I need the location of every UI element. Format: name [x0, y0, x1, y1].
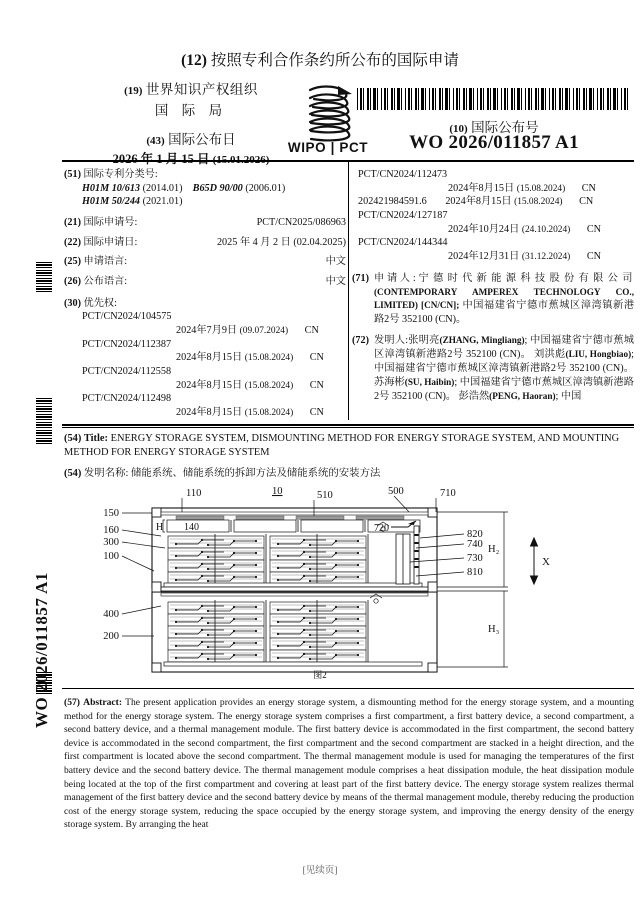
field-publang-label: 公布语言: [83, 276, 128, 288]
spine-barcode-top [36, 262, 52, 292]
priority-date-cn: 2024年7月9日 [176, 325, 238, 337]
fig-label-500: 500 [388, 486, 404, 497]
ipc-code-2: B65D 90/00 [192, 182, 243, 194]
priority-date-row [176, 406, 346, 420]
header-bureau: 国 际 局 [154, 102, 228, 118]
priority-date-cn: 2024年8月15日 [445, 196, 512, 208]
field-appnum-label: 国际申请号: [83, 217, 138, 229]
priority-country: CN [309, 407, 324, 419]
ipc-version-3: (2021.01) [142, 196, 183, 208]
priority-row-inline [358, 195, 634, 209]
fig-label-820: 820 [467, 529, 483, 540]
field-applicant-tag: (71) [352, 272, 369, 284]
field-filelang-label: 申请语言: [83, 256, 128, 268]
title-english [64, 432, 634, 460]
priority-country: CN [581, 182, 596, 194]
fig-label-H2: H₂ [488, 544, 500, 555]
applicant-name-cn: 宁德时代新能源科技股份有限公司 [415, 272, 634, 284]
inventor-name-en: (SU, Haibin) [404, 376, 455, 387]
fig-label-730: 730 [467, 553, 483, 564]
priority-date-cn: 2024年10月24日 [448, 223, 520, 235]
priority-country: CN [586, 251, 601, 263]
header-pub-date-label: 国际公布日 [168, 131, 236, 147]
priority-date-cn: 2024年8月15日 [176, 379, 243, 391]
field-appdate-tag: (22) [64, 236, 81, 248]
fig-label-150: 150 [103, 508, 119, 519]
header-label-10: 国际公布号 [471, 120, 539, 135]
inventor-name-cn: 苏海彬 [374, 376, 405, 388]
applicant-name-en: (CONTEMPORARY AMPEREX TECHNOLOGY CO., LIMITED) [374, 286, 634, 311]
priority-country: CN [586, 223, 601, 235]
field-ipc-label: 国际专利分类号: [83, 169, 158, 180]
rule-column-divider [348, 160, 349, 420]
fig-label-H3: H₃ [488, 624, 500, 635]
field-publang-tag: (26) [64, 276, 81, 288]
abstract-block [64, 696, 634, 832]
header-org-name: 世界知识产权组织 [145, 82, 258, 97]
applicant-address: 中国福建省宁德市蕉城区漳湾镇新港路2号 352100 (CN)。 [374, 300, 635, 326]
header-title-12: 按照专利合作条约所公布的国际申请 [210, 52, 459, 69]
field-appdate-value: 2025 年 4 月 2 日 (02.04.2025) [216, 236, 346, 248]
priority-number: PCT/CN2024/144344 [358, 237, 448, 249]
ipc-code-3: H01M 50/244 [82, 196, 141, 208]
fig-label-710: 710 [440, 488, 456, 499]
priority-date-cn: 2024年8月15日 [448, 182, 515, 194]
title-text-cn: 储能系统、储能系统的拆卸方法及储能系统的安装方法 [130, 468, 381, 480]
ipc-code-1: H01M 10/613 [82, 182, 141, 194]
spine-publication-number: WO 2026/011857 A1 [32, 572, 51, 728]
spine-barcode-middle [36, 398, 52, 444]
field-inventors [352, 334, 634, 403]
inventor-name-cn: 彭浩然 [458, 390, 490, 402]
fig-label-X: X [542, 556, 550, 568]
ipc-version-1: (2014.01) [142, 182, 183, 194]
fig-label-H: H [156, 522, 164, 533]
rule-above-title [62, 424, 634, 426]
priority-date-cn: 2024年12月31日 [448, 251, 520, 263]
fig-label-510: 510 [317, 490, 333, 501]
abstract-text: The present application provides an energy storage system, a dismounting method for the energy storage system, and a mounting method for the energy storage system. The energy storage system comprises a first compartment, a first battery device, a second compartment, a second battery device, and a thermal management module. The first battery device is accommodated in the first compartment, the second battery device is accommodated in the second compartment, the first compartment and the second compartment are stacked in a height direction, and the first compartment is located above the second compartment. The thermal management module is used for managing the temperatures of the first battery device and the second battery device. The thermal management module comprises a heat dissipation module, the heat dissipation module being located at the top of the first compartment and covering at least part of the first battery device. The energy storage system realizes thermal management of the first battery device and the second battery device by means of the thermal management module, thereby reducing the production cost of the energy storage system, reducing the space occupied by the energy storage system, and improving the energy density of the energy storage system. By arranging the heat [64, 697, 634, 831]
continuation-note: [见续页] [302, 866, 338, 876]
inventor-name-en: (LIU, Hongbiao) [565, 349, 632, 360]
field-inventors-tag: (72) [352, 335, 369, 347]
title-label-en: Title: [83, 433, 108, 444]
priority-date-cn: 2024年8月15日 [176, 352, 243, 364]
priority-date-row [448, 250, 634, 264]
field-priority-label: 优先权: [83, 297, 117, 309]
priority-date-cn: 2024年8月15日 [176, 407, 243, 419]
field-applicant-label: 申请人: [374, 272, 416, 284]
priority-number: PCT/CN2024/112558 [82, 366, 172, 378]
inventor-address: ; 中国福建省宁德市蕉城区漳湾镇新港路2号 352100 (CN)。 [374, 335, 635, 361]
priority-number: PCT/CN2024/104575 [82, 311, 172, 323]
field-application-date [64, 236, 346, 250]
biblio-column-left [64, 168, 346, 424]
title-tag-cn: (54) [64, 468, 82, 480]
fig-label-200: 200 [103, 631, 119, 642]
field-priority-tag: (30) [64, 297, 81, 309]
title-text-en: ENERGY STORAGE SYSTEM, DISMOUNTING METHOD FOR ENERGY STORAGE SYSTEM, AND MOUNTING METHOD FOR ENERGY STORAGE SYSTEM [64, 433, 620, 459]
biblio-column-right [352, 168, 634, 411]
inventor-name-cn: 刘洪彪 [534, 349, 566, 361]
priority-date-row [448, 182, 634, 196]
priority-number: PCT/CN2024/112473 [358, 169, 448, 180]
fig-label-100: 100 [103, 551, 119, 562]
priority-date-iso: (15.08.2024) [514, 197, 563, 208]
header-code-10: (10) [449, 123, 468, 135]
title-label-cn: 发明名称: [83, 468, 129, 480]
wipo-wordmark: WIPO | PCT [287, 140, 369, 155]
priority-country: CN [309, 352, 324, 364]
ipc-version-2: (2006.01) [245, 182, 286, 194]
priority-date-row [176, 324, 346, 338]
title-tag-en: (54) [64, 433, 82, 444]
ipc-line-1 [82, 182, 346, 196]
field-filing-language [64, 255, 346, 269]
figure-caption: 图2 [313, 670, 327, 680]
abstract-tag: (57) [64, 697, 80, 708]
field-priority [64, 297, 346, 420]
field-publang-value: 中文 [325, 276, 346, 288]
fig-label-400: 400 [103, 609, 119, 620]
inventor-address: ; 中国福建省宁德市蕉城区漳湾镇新港路2号 352100 (CN)。 [374, 349, 634, 374]
inventor-name-cn: 张明亮 [408, 335, 440, 347]
priority-date-iso: (15.08.2024) [516, 183, 566, 194]
fig-label-160: 160 [103, 525, 119, 536]
priority-date-row [448, 223, 634, 237]
field-appnum-value: PCT/CN2025/086963 [256, 217, 346, 229]
header-code-43: (43) [146, 134, 165, 147]
priority-date-iso: (15.08.2024) [244, 408, 294, 419]
publication-barcode [357, 88, 631, 110]
priority-number: 202421984591.6 [358, 196, 427, 208]
fig-label-810: 810 [467, 567, 483, 578]
header-kind-of-document [0, 48, 640, 70]
field-filelang-value: 中文 [325, 256, 346, 268]
fig-label-10: 10 [272, 486, 283, 497]
priority-date-iso: (24.10.2024) [521, 224, 571, 235]
priority-date-iso: (09.07.2024) [239, 326, 289, 337]
inventor-address: ; 中国 [555, 390, 582, 402]
priority-country: CN [304, 325, 319, 337]
priority-date-row [176, 351, 346, 365]
abstract-label: Abstract: [83, 697, 123, 708]
title-block [64, 432, 634, 481]
rule-above-abstract [62, 688, 634, 689]
applicant-nationality: [CN/CN]; [421, 300, 460, 311]
fig-label-720: 720 [374, 523, 389, 534]
priority-date-iso: (15.08.2024) [244, 380, 294, 391]
priority-number: PCT/CN2024/112498 [82, 393, 172, 405]
priority-number: PCT/CN2024/112387 [82, 338, 172, 350]
ipc-line-2 [82, 195, 346, 209]
field-priority-continued [352, 168, 634, 264]
field-filelang-tag: (25) [64, 256, 81, 268]
patent-figure [64, 486, 634, 686]
priority-date-row [176, 379, 346, 393]
title-chinese [64, 467, 634, 481]
priority-date-iso: (15.08.2024) [244, 353, 294, 364]
priority-country: CN [579, 196, 594, 208]
field-appnum-tag: (21) [64, 217, 81, 229]
rule-above-title-hairline [62, 427, 634, 428]
inventor-name-en: (PENG, Haoran) [489, 390, 556, 401]
field-application-number [64, 216, 346, 230]
priority-number: PCT/CN2024/127187 [358, 210, 448, 222]
left-spine [0, 0, 62, 905]
field-ipc [64, 168, 346, 209]
fig-label-140: 140 [184, 522, 199, 533]
header-code-12: (12) [181, 52, 207, 69]
field-publication-language [64, 275, 346, 289]
inventor-address: ; 中国福建省宁德市蕉城区漳湾镇新港路2号 352100 (CN)。 [374, 376, 634, 402]
header-issuing-authority [96, 80, 286, 169]
publication-number: WO 2026/011857 A1 [409, 132, 579, 153]
inventor-name-en: (ZHANG, Mingliang) [439, 335, 525, 346]
header-code-19: (19) [124, 85, 143, 97]
fig-label-300: 300 [103, 537, 119, 548]
field-appdate-label: 国际申请日: [83, 236, 138, 248]
field-inventors-label: 发明人: [374, 335, 409, 347]
fig-label-110: 110 [186, 488, 202, 499]
priority-country: CN [309, 379, 324, 391]
field-ipc-tag: (51) [64, 169, 81, 180]
fig-label-740: 740 [467, 539, 483, 550]
field-applicant [352, 272, 634, 328]
priority-date-iso: (31.12.2024) [521, 252, 571, 263]
